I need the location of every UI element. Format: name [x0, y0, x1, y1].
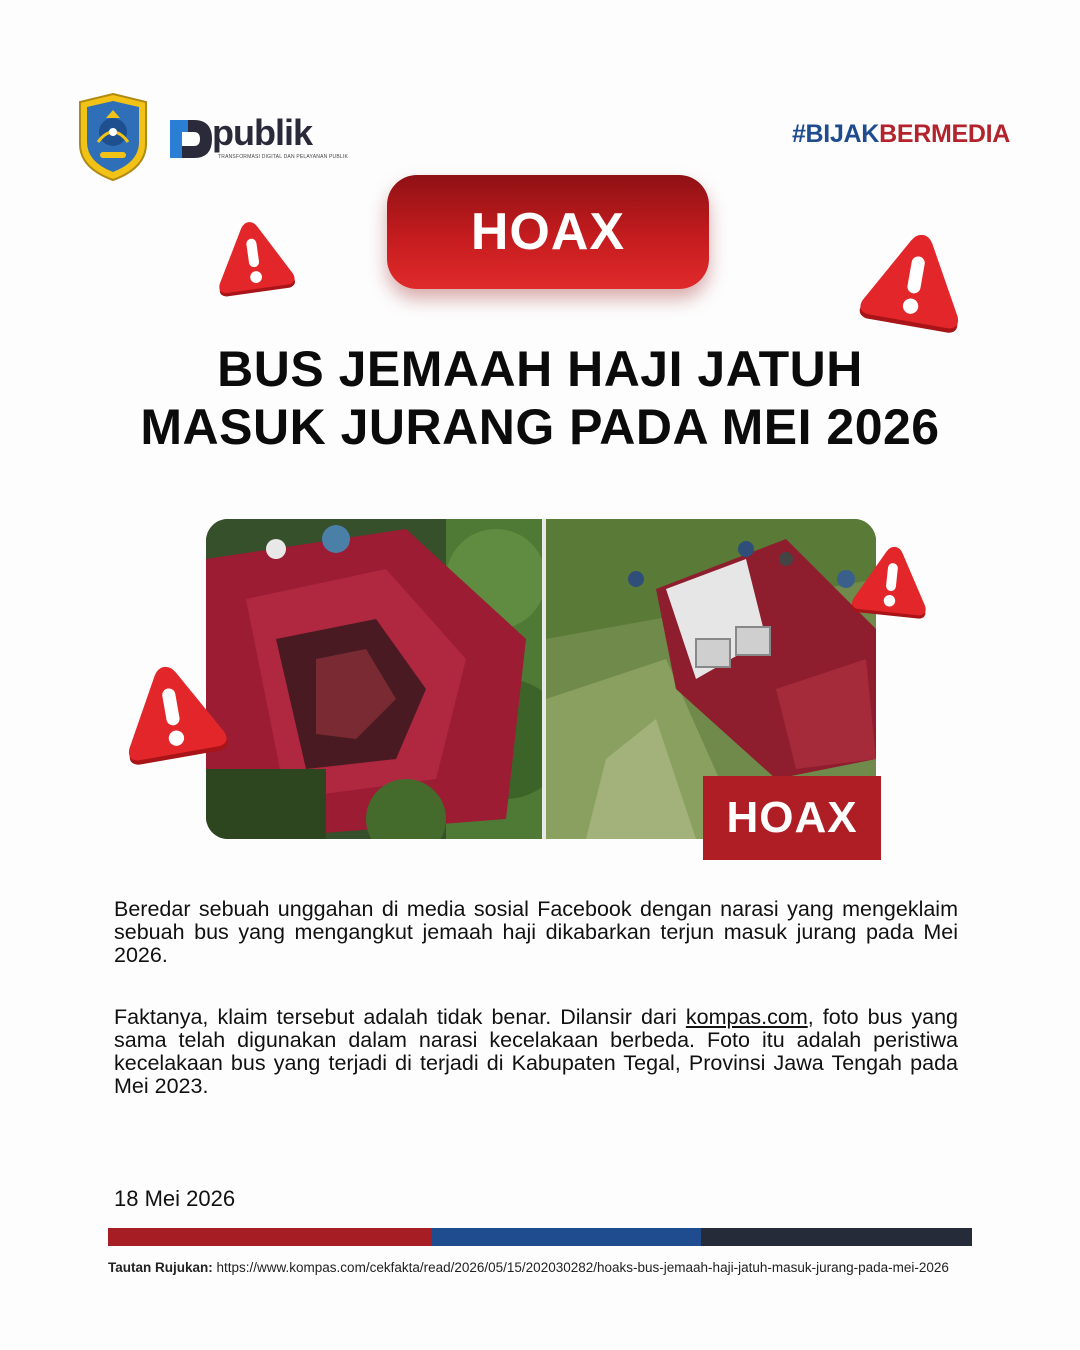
reference-label: Tautan Rujukan: [108, 1260, 213, 1275]
publik-logo-tagline: TRANSFORMASI DIGITAL DAN PELAYANAN PUBLIK [218, 154, 348, 160]
warning-triangle-icon [118, 664, 228, 768]
photo-hoax-badge [703, 776, 881, 860]
reference-url[interactable]: https://www.kompas.com/cekfakta/read/2026/05/15/202030282/hoaks-bus-jemaah-haji-jatuh-masuk-jurang-pada-mei-2026 [212, 1260, 949, 1275]
publik-logo-word: publik [212, 112, 312, 153]
fact-text-start: Faktanya, klaim tersebut adalah tidak benar. Dilansir dari [114, 1005, 686, 1029]
publik-logo-icon [168, 116, 214, 162]
hashtag-part1: #BIJAK [791, 120, 880, 148]
warning-triangle-icon [212, 220, 296, 300]
reference [108, 1258, 978, 1278]
publish-date: 18 Mei 2026 [114, 1186, 236, 1211]
headline-line1: BUS JEMAAH HAJI JATUH [217, 341, 863, 397]
footer-bar-blue [431, 1228, 701, 1246]
hashtag [792, 120, 1010, 149]
headline [60, 340, 1020, 456]
publik-logo [168, 112, 348, 166]
hoax-badge [387, 175, 709, 289]
hashtag-part2: BERMEDIA [879, 120, 1010, 148]
fact-text-end: , foto bus yang sama telah digunakan dalam narasi kecelakaan berbeda. Foto itu adalah peristiwa kecelakaan bus yang terjadi di terjadi di Kabupaten Tegal, Provinsi Jawa Tengah pada Mei 2023. [114, 1005, 958, 1098]
headline-line2: MASUK JURANG PADA MEI 2026 [140, 399, 940, 455]
footer-bar-dark [701, 1228, 972, 1246]
photo-left-bus-wreck [206, 519, 542, 839]
fact-paragraph [114, 1006, 958, 1098]
warning-triangle-icon [858, 232, 970, 336]
claim-paragraph: Beredar sebuah unggahan di media sosial Facebook dengan narasi yang mengeklaim sebuah bus yang mengangkut jemaah haji dikabarkan terjun masuk jurang pada Mei 2026. [114, 897, 958, 967]
hoax-badge-label: HOAX [470, 203, 626, 261]
regional-seal-icon [76, 92, 150, 182]
warning-triangle-icon [850, 545, 932, 623]
source-link[interactable]: kompas.com [685, 1005, 808, 1029]
photo-hoax-badge-label: HOAX [726, 793, 858, 842]
footer-bar-red [108, 1228, 431, 1246]
